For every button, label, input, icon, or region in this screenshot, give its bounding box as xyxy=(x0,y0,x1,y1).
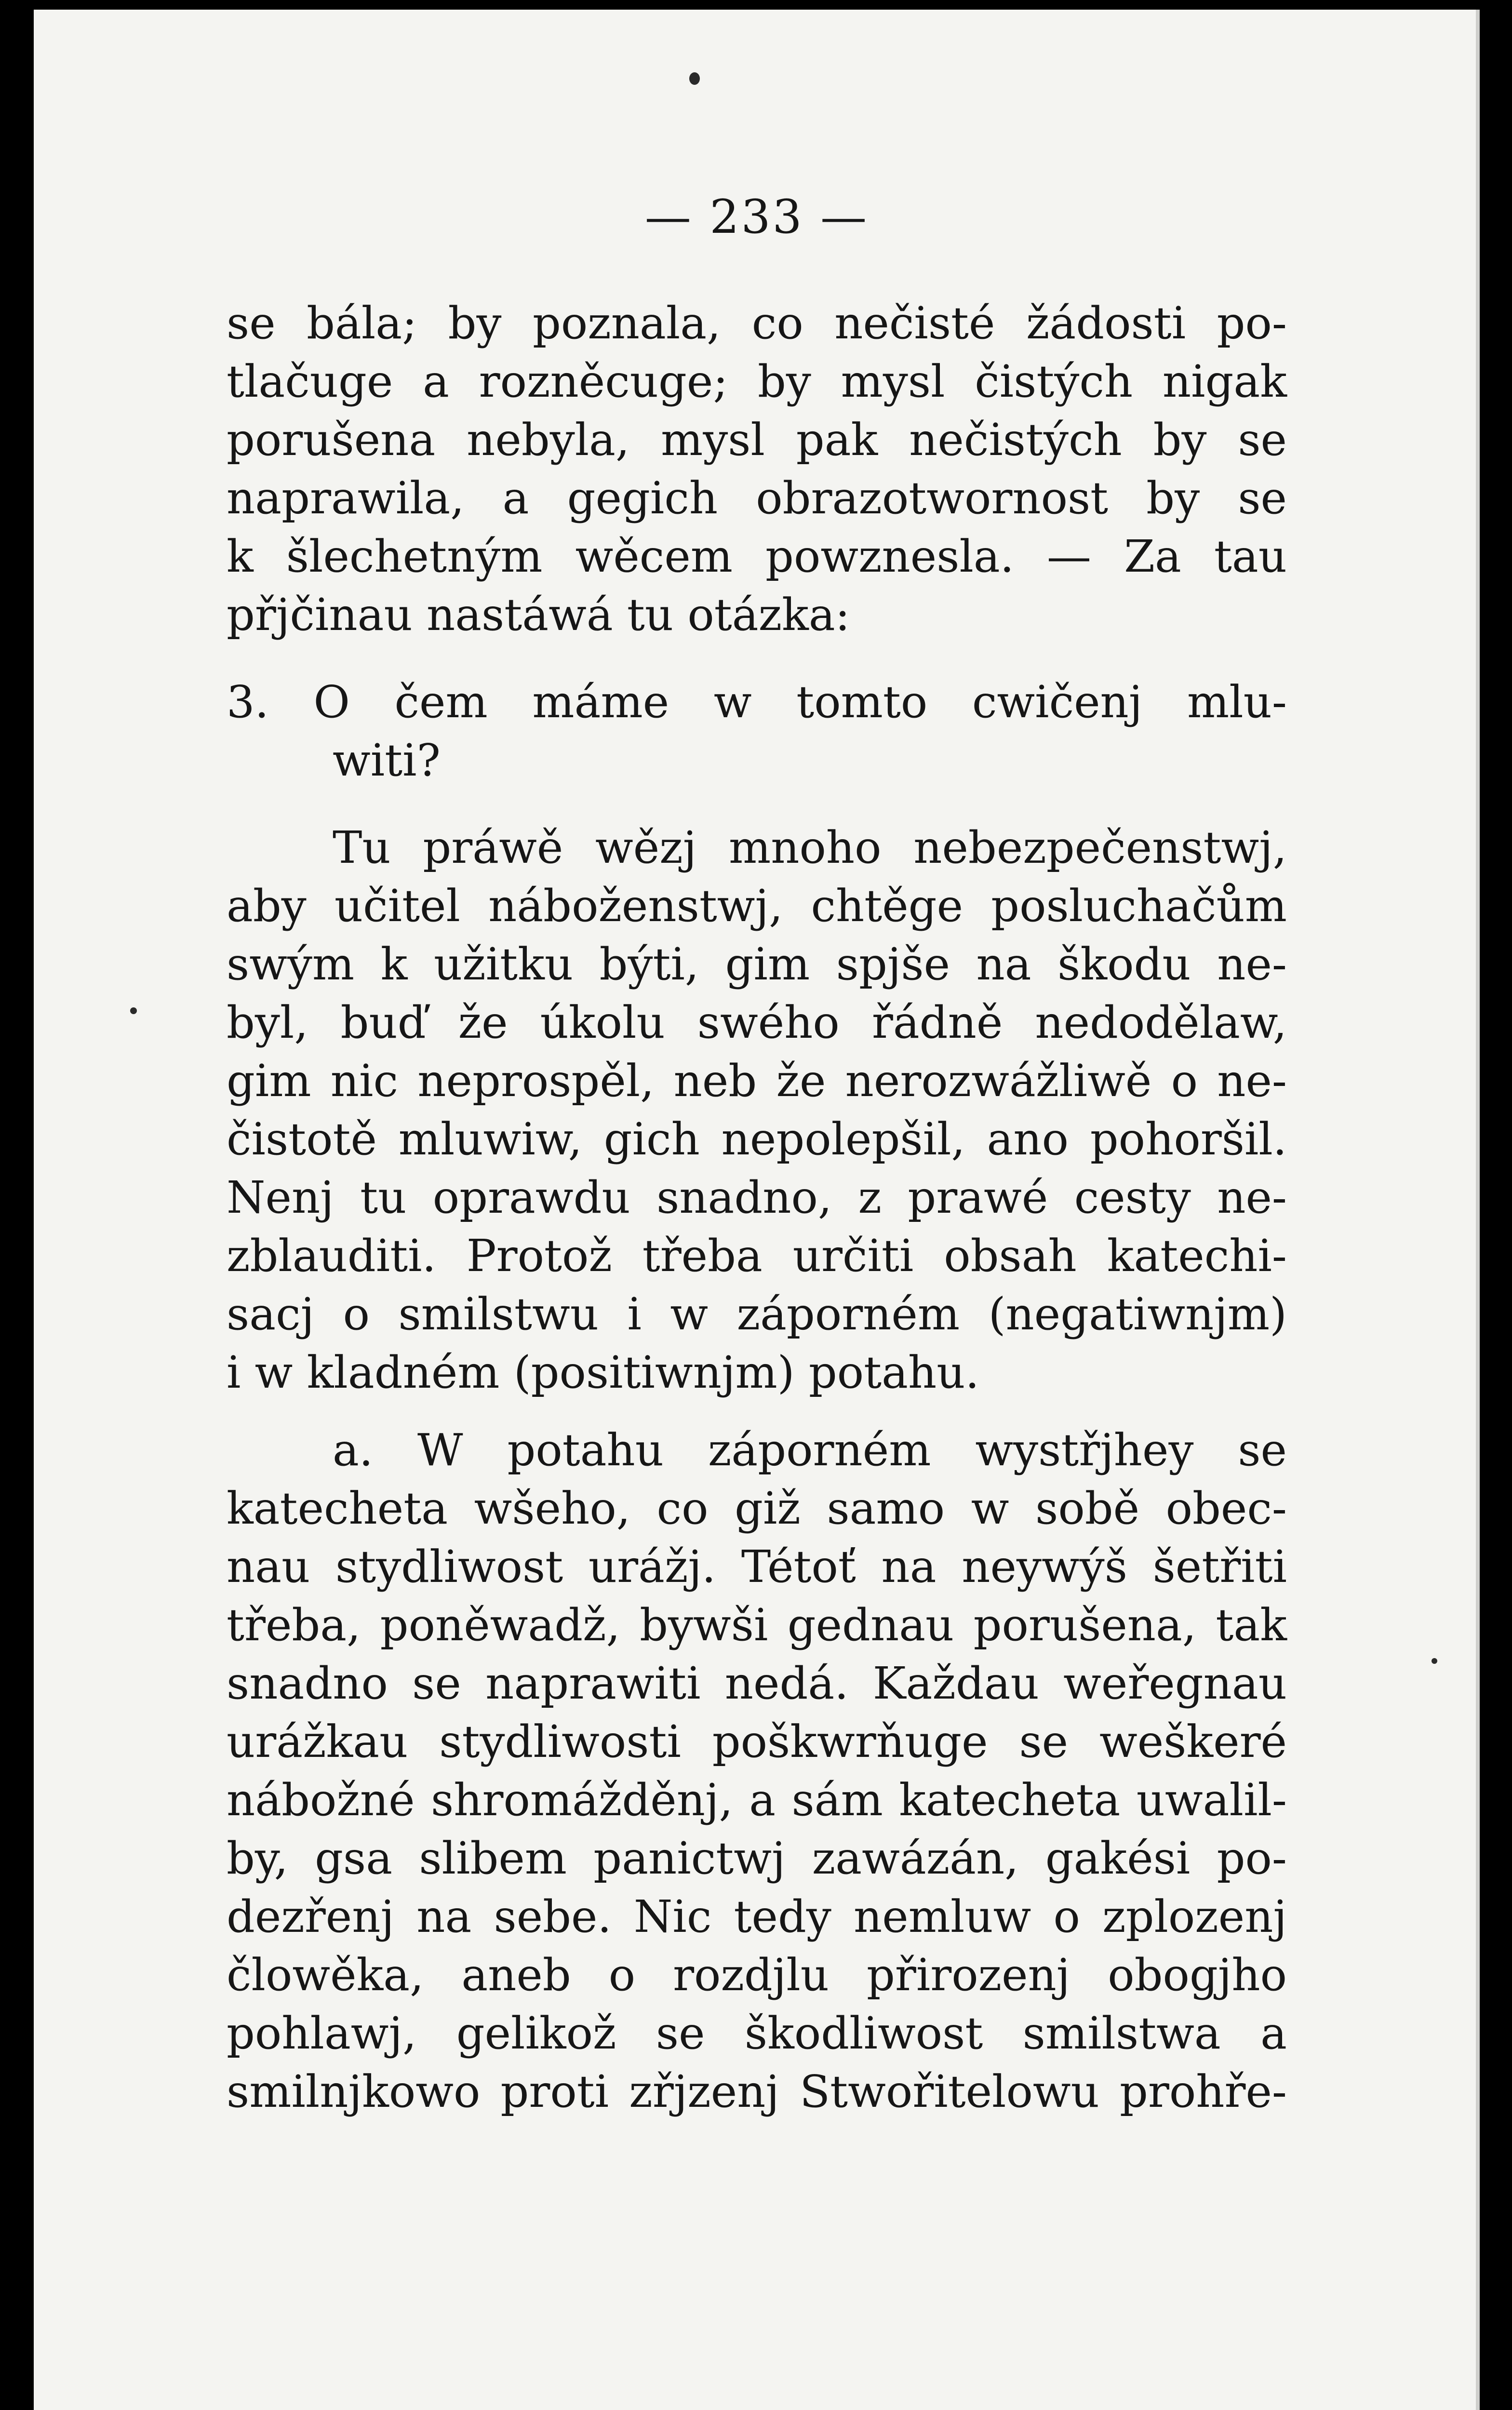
text-line: byl, buď že úkolu swého řádně nedodělaw, xyxy=(227,997,1287,1048)
section-heading xyxy=(227,673,1287,790)
text-line: člowěka, aneb o rozdjlu přirozenj obogjho xyxy=(227,1949,1287,2001)
text-line: Tu práwě wězj mnoho nebezpečenstwj, xyxy=(333,822,1287,873)
text-line: gim nic neprospěl, neb že nerozwážliwě o ne- xyxy=(227,1055,1287,1107)
text-line: nau stydliwost urážj. Tétoť na neywýš šetřiti xyxy=(227,1541,1287,1593)
text-line: smilnjkowo proti zřjzenj Stwořitelowu prohře- xyxy=(227,2066,1287,2117)
heading-line: witi? xyxy=(333,735,441,786)
page-number: — 233 — xyxy=(644,190,869,244)
text-line: tlačuge a rozněcuge; by mysl čistých nigak xyxy=(227,356,1287,407)
text-line: k šlechetným wěcem powznesla. — Za tau xyxy=(227,531,1287,582)
text-line: swým k užitku býti, gim spjše na škodu ne- xyxy=(227,938,1287,990)
text-line: urážkau stydliwosti poškwrňuge se weškeré xyxy=(227,1716,1287,1767)
text-line: by, gsa slibem panictwj zawázán, gakési po- xyxy=(227,1833,1287,1884)
text-line: čistotě mluwiw, gich nepolepšil, ano pohoršil. xyxy=(227,1113,1287,1165)
text-line: nábožné shromážděnj, a sám katecheta uwalil- xyxy=(227,1774,1287,1826)
paragraph-continuation xyxy=(227,294,1287,644)
paragraph xyxy=(227,818,1287,1402)
ink-speck xyxy=(689,72,700,85)
text-line: snadno se naprawiti nedá. Každau weřegnau xyxy=(227,1658,1287,1709)
text-line: katecheta wšeho, co giž samo w sobě obec- xyxy=(227,1483,1287,1534)
ink-speck xyxy=(1432,1658,1437,1664)
ink-speck xyxy=(130,1007,137,1014)
text-line: porušena nebyla, mysl pak nečistých by se xyxy=(227,414,1287,466)
text-line: naprawila, a gegich obrazotwornost by se xyxy=(227,472,1287,524)
book-page xyxy=(34,10,1480,2410)
text-line: dezřenj na sebe. Nic tedy nemluw o zplozenj xyxy=(227,1891,1287,1942)
text-line: sacj o smilstwu i w záporném (negatiwnjm) xyxy=(227,1288,1287,1340)
text-line: pohlawj, gelikož se škodliwost smilstwa a xyxy=(227,2008,1287,2059)
text-line: třeba, poněwadž, bywši gednau porušena, tak xyxy=(227,1599,1287,1651)
page-text xyxy=(227,188,1287,2121)
text-line: a. W potahu záporném wystřjhey se xyxy=(333,1424,1287,1476)
text-line: aby učitel náboženstwj, chtěge posluchačům xyxy=(227,880,1287,932)
text-line: zblauditi. Protož třeba určiti obsah katechi- xyxy=(227,1230,1287,1282)
heading-line: 3. O čem máme w tomto cwičenj mlu- xyxy=(227,676,1287,728)
text-line: se bála; by poznala, co nečisté žádosti po- xyxy=(227,297,1287,349)
paragraph xyxy=(227,1421,1287,2121)
text-line: Nenj tu oprawdu snadno, z prawé cesty ne- xyxy=(227,1172,1287,1223)
text-line: přjčinau nastáwá tu otázka: xyxy=(227,589,850,641)
text-line: i w kladném (positiwnjm) potahu. xyxy=(227,1347,979,1398)
